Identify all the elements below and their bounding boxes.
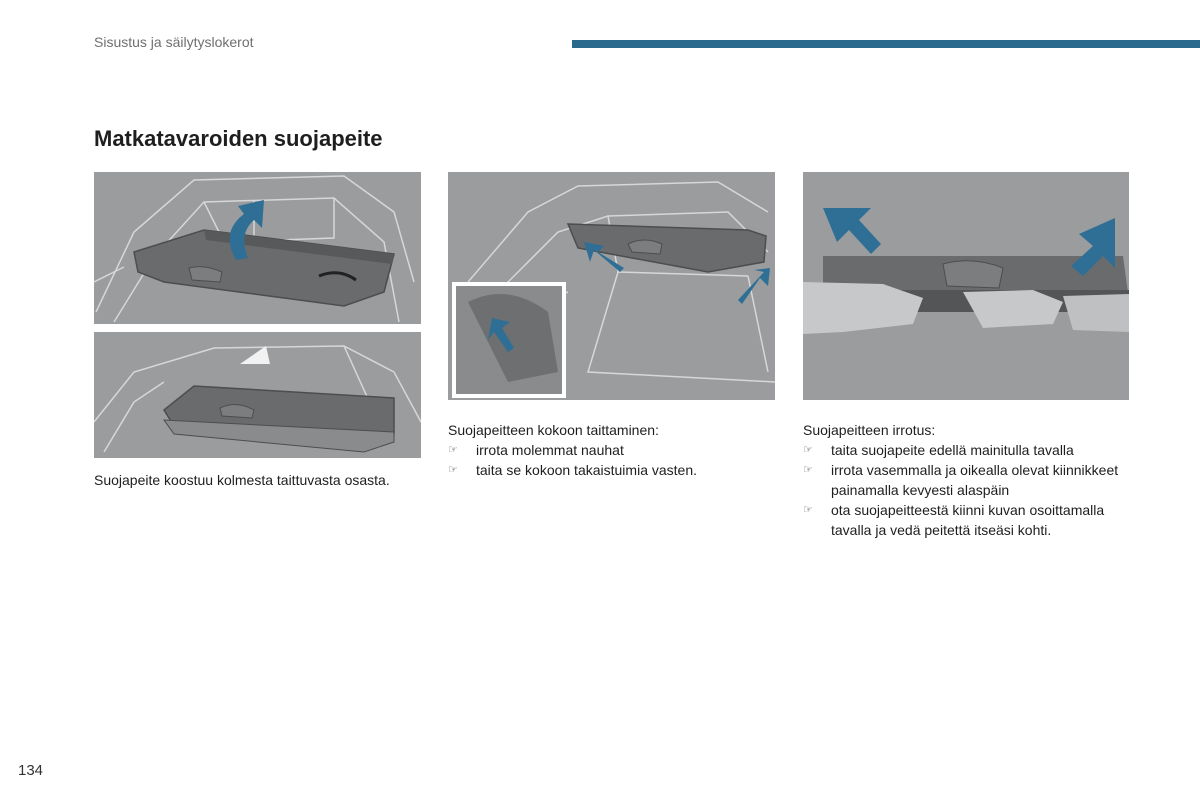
figure-cover-removal bbox=[803, 172, 1129, 400]
page-title: Matkatavaroiden suojapeite bbox=[94, 126, 383, 151]
header-accent-bar bbox=[572, 40, 1200, 48]
hand-pointer-icon: ☞ bbox=[803, 504, 813, 516]
hand-pointer-icon: ☞ bbox=[803, 444, 813, 456]
text-column-3 bbox=[803, 420, 1129, 540]
list-item: ☞ irrota molemmat nauhat bbox=[448, 442, 624, 458]
hand-pointer-icon: ☞ bbox=[448, 444, 458, 456]
column-1-intro: Suojapeite koostuu kolmesta taittuvasta osasta. bbox=[94, 472, 390, 488]
list-item: ☞ taita suojapeite edellä mainitulla tavalla bbox=[803, 442, 1074, 458]
column-2-list bbox=[448, 440, 768, 480]
hand-pointer-icon: ☞ bbox=[448, 464, 458, 476]
column-3-list bbox=[803, 440, 1129, 540]
figure-cover-folding-sections bbox=[94, 172, 421, 458]
page-number: 134 bbox=[18, 762, 44, 779]
text-column-2 bbox=[448, 420, 768, 480]
list-item: ☞ ota suojapeitteestä kiinni kuvan osoittamalla tavalla ja vedä peitettä itseäsi kohti. bbox=[803, 502, 1105, 538]
column-2-intro: Suojapeitteen kokoon taittaminen: bbox=[448, 422, 659, 438]
figure-fold-against-seats bbox=[448, 172, 775, 400]
section-title: Sisustus ja säilytyslokerot bbox=[94, 34, 254, 50]
list-item: ☞ taita se kokoon takaistuimia vasten. bbox=[448, 462, 698, 478]
column-3-intro: Suojapeitteen irrotus: bbox=[803, 422, 936, 438]
hand-pointer-icon: ☞ bbox=[803, 464, 813, 476]
text-column-1 bbox=[94, 470, 394, 490]
list-item: ☞ irrota vasemmalla ja oikealla olevat kiinnikkeet painamalla kevyesti alaspäin bbox=[803, 462, 1119, 498]
